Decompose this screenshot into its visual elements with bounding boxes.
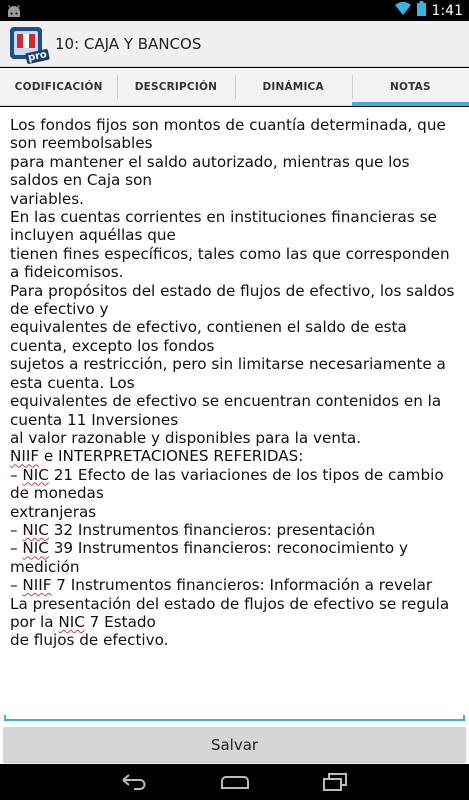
status-time: 1:41 xyxy=(431,2,463,19)
note-line: – NIC 39 Instrumentos financieros: reconocimiento y medición xyxy=(10,539,413,576)
notes-text[interactable] xyxy=(10,116,460,650)
tab-dinamica[interactable]: DINÁMICA xyxy=(235,68,352,105)
note-line: – NIC 21 Efecto de las variaciones de los tipos de cambio de monedas xyxy=(10,465,449,503)
note-line: equivalentes de efectivo se encuentran contenidos en la cuenta 11 Inversiones xyxy=(10,392,447,429)
note-line: Los fondos fijos son montos de cuantía determinada, que son reembolsables xyxy=(10,116,451,153)
spellcheck-word: NIIF xyxy=(10,447,40,466)
note-line: para mantener el saldo autorizado, mientras que los saldos en Caja son xyxy=(10,152,415,190)
tab-notas[interactable]: NOTAS xyxy=(352,68,469,105)
notes-editor[interactable] xyxy=(0,107,469,725)
note-line: – NIIF 7 Instrumentos financieros: Información a revelar xyxy=(10,576,433,595)
note-line: Para propósitos del estado de flujos de efectivo, los saldos de efectivo y xyxy=(10,281,460,319)
home-icon[interactable] xyxy=(215,770,255,794)
note-line: equivalentes de efectivo, contienen el saldo de esta cuenta, excepto los fondos xyxy=(10,318,412,355)
edit-field-underline xyxy=(4,719,465,721)
note-line: al valor razonable y disponibles para la venta. xyxy=(10,428,362,447)
app-badge: pro xyxy=(27,48,48,64)
save-button[interactable]: Salvar xyxy=(3,727,466,762)
status-bar xyxy=(0,0,469,21)
tab-codificacion[interactable]: CODIFICACIÓN xyxy=(14,80,103,93)
note-line: – NIC 32 Instrumentos financieros: presentación xyxy=(10,520,376,539)
wifi-icon xyxy=(395,2,411,19)
spellcheck-word: NIC xyxy=(22,520,49,539)
app-icon[interactable] xyxy=(9,26,48,64)
tab-bar xyxy=(0,68,469,106)
action-bar xyxy=(0,21,469,67)
tab-descripcion[interactable]: DESCRIPCIÓN xyxy=(117,68,234,105)
spellcheck-word: NIC xyxy=(22,465,49,484)
note-line: extranjeras xyxy=(10,502,97,521)
spellcheck-word: NIIF xyxy=(22,576,52,595)
note-line: sujetos a restricción, pero sin limitarse necesariamente a esta cuenta. Los xyxy=(10,355,451,392)
recents-icon[interactable] xyxy=(315,770,355,794)
battery-icon xyxy=(417,1,426,20)
note-line: En las cuentas corrientes en instituciones financieras se incluyen aquéllas que xyxy=(10,208,442,245)
navigation-bar xyxy=(0,764,469,800)
back-icon[interactable] xyxy=(114,770,154,794)
note-line: variables. xyxy=(10,189,85,208)
spellcheck-word: NIC xyxy=(22,539,49,558)
note-line: NIIF e INTERPRETACIONES REFERIDAS: xyxy=(10,447,304,466)
button-area xyxy=(0,725,469,764)
note-line: La presentación del estado de flujos de efectivo se regula por la NIC 7 Estado xyxy=(10,594,454,631)
android-icon xyxy=(6,3,22,22)
note-line: tienen fines específicos, tales como las que corresponden a fideicomisos. xyxy=(10,244,455,282)
page-title: 10: CAJA Y BANCOS xyxy=(55,34,202,53)
spellcheck-word: NIC xyxy=(58,612,85,631)
note-line: de flujos de efectivo. xyxy=(10,631,169,650)
